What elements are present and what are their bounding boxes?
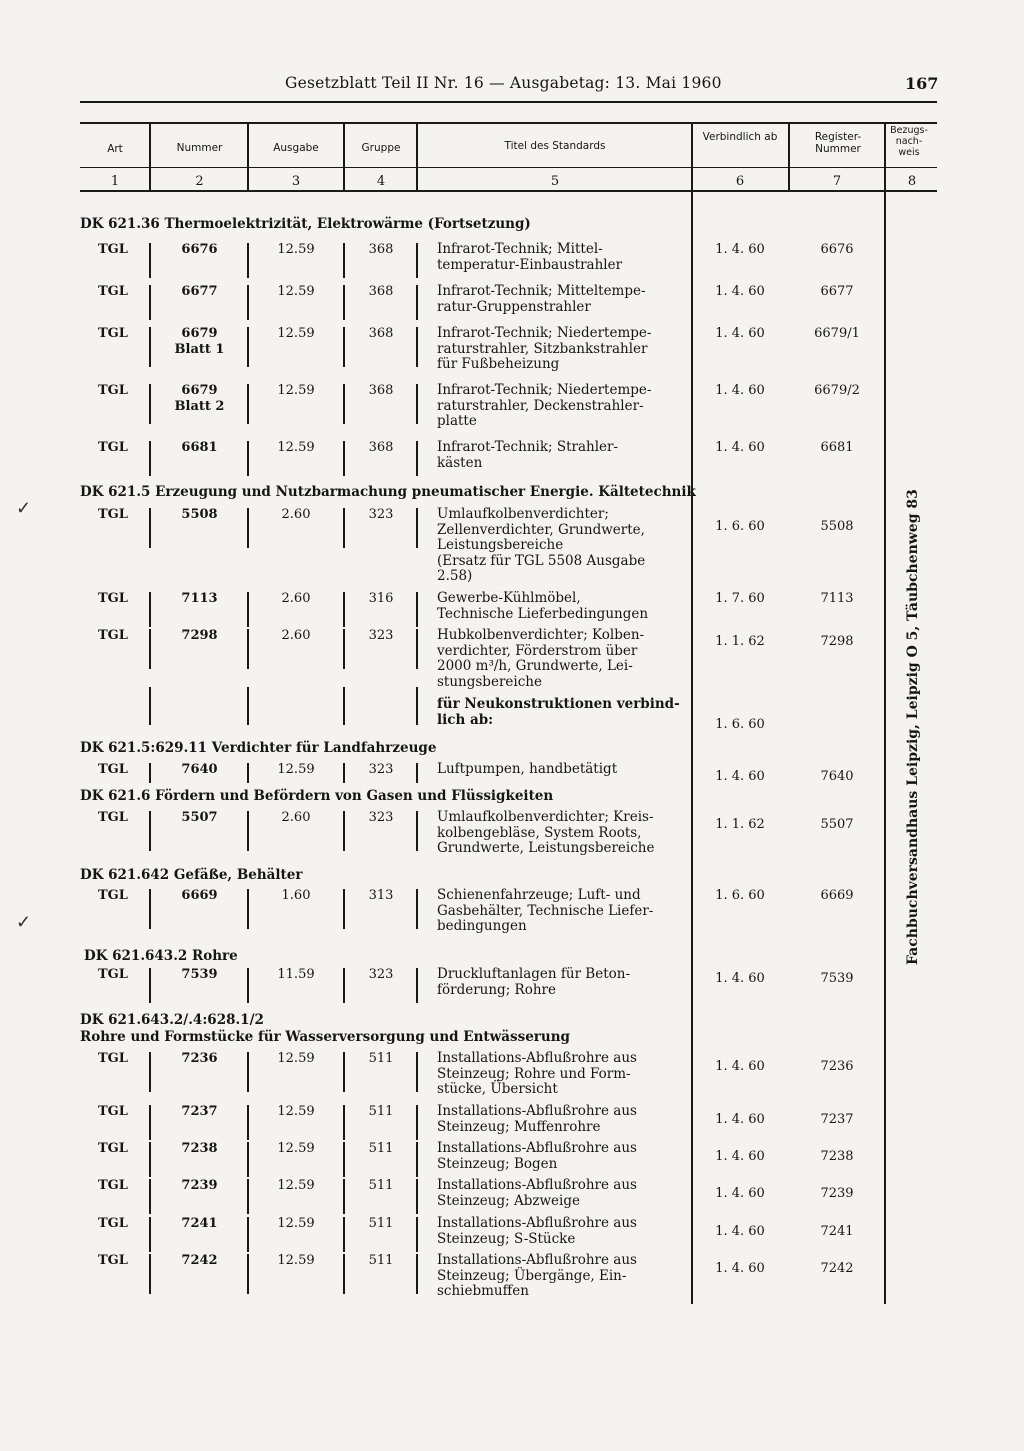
cell-divider <box>149 968 151 1003</box>
row-art: TGL <box>98 591 128 606</box>
cell-divider <box>343 1217 345 1252</box>
row-art: TGL <box>98 628 128 643</box>
title-line: 2000 m³/h, Grundwerte, Lei- <box>437 658 633 674</box>
row-titel <box>437 810 682 857</box>
section-heading: DK 621.643.2/.4:628.1/2 <box>80 1012 264 1028</box>
row-register: 6676 <box>820 242 854 257</box>
title-line: Luftpumpen, handbetätigt <box>437 761 618 777</box>
cell-divider <box>247 592 249 627</box>
cell-divider <box>149 1105 151 1140</box>
title-line: Steinzeug; Muffenrohre <box>437 1118 601 1135</box>
row-art: TGL <box>98 1051 128 1066</box>
cell-divider <box>149 508 151 548</box>
cell-divider <box>416 441 418 476</box>
cell-divider <box>247 968 249 1003</box>
title-line: Hubkolbenverdichter; Kolben- <box>437 627 645 643</box>
head-divider <box>416 124 418 192</box>
row-verbindlich: 1. 1. 62 <box>715 634 765 649</box>
title-line: Umlaufkolbenverdichter; Kreis- <box>437 809 654 825</box>
row-titel <box>437 1178 682 1209</box>
cell-divider <box>247 1142 249 1177</box>
row-register: 7237 <box>820 1112 854 1127</box>
row-verbindlich: 1. 4. 60 <box>715 242 765 257</box>
row-gruppe: 511 <box>368 1104 394 1119</box>
row-ausgabe: 12.59 <box>277 1253 315 1268</box>
row-ausgabe: 12.59 <box>277 326 315 341</box>
row-blatt: Blatt 2 <box>174 399 225 414</box>
cell-divider <box>416 1052 418 1092</box>
row-ausgabe: 12.59 <box>277 762 315 777</box>
cell-divider <box>416 384 418 424</box>
row-art: TGL <box>98 383 128 398</box>
row-gruppe: 511 <box>368 1216 394 1231</box>
title-line: kolbengebläse, System Roots, <box>437 824 642 841</box>
cell-divider <box>343 687 345 725</box>
cell-divider <box>343 968 345 1003</box>
cell-divider <box>416 1217 418 1252</box>
title-line: Zellenverdichter, Grundwerte, <box>437 521 645 538</box>
cell-divider <box>247 687 249 725</box>
title-line: Infrarot-Technik; Niedertempe- <box>437 325 652 341</box>
cell-divider <box>247 508 249 548</box>
cell-divider <box>416 592 418 627</box>
title-line: Steinzeug; Rohre und Form- <box>437 1065 631 1082</box>
cell-divider <box>149 1052 151 1092</box>
cell-divider <box>416 1254 418 1294</box>
row-verbindlich: 1. 1. 62 <box>715 817 765 832</box>
note-line: für Neukonstruktionen verbind- <box>437 696 680 712</box>
row-titel <box>437 1216 682 1247</box>
cell-divider <box>247 811 249 851</box>
cell-divider <box>149 1217 151 1252</box>
cell-divider <box>416 811 418 851</box>
row-nummer: 7242 <box>181 1253 218 1268</box>
head-divider <box>149 124 151 192</box>
row-verbindlich: 1. 4. 60 <box>715 1149 765 1164</box>
cell-divider <box>416 243 418 278</box>
row-nummer: 6679 <box>181 383 218 398</box>
title-line: Umlaufkolbenverdichter; <box>437 506 609 522</box>
margin-check-mark: ✓ <box>16 912 32 933</box>
cell-divider <box>247 285 249 320</box>
cell-divider <box>416 687 418 725</box>
row-verbindlich: 1. 4. 60 <box>715 1186 765 1201</box>
section-heading: DK 621.36 Thermoelektrizität, Elektrowärme (Fortsetzung) <box>80 216 531 232</box>
cell-divider <box>343 243 345 278</box>
row-titel <box>437 507 682 585</box>
column-divider-bezug <box>884 124 886 1304</box>
cell-divider <box>343 1179 345 1214</box>
row-art: TGL <box>98 1216 128 1231</box>
title-line: Gasbehälter, Technische Liefer- <box>437 902 654 919</box>
row-nummer: 6676 <box>181 242 218 257</box>
title-line: Installations-Abflußrohre aus <box>437 1215 637 1231</box>
row-register: 5508 <box>820 519 854 534</box>
title-line: Infrarot-Technik; Strahler- <box>437 439 619 455</box>
cell-divider <box>247 1052 249 1092</box>
cell-divider <box>149 1142 151 1177</box>
row-note <box>437 697 682 728</box>
cell-divider <box>247 243 249 278</box>
row-register: 6681 <box>820 440 854 455</box>
row-nummer: 5508 <box>181 507 218 522</box>
cell-divider <box>149 763 151 783</box>
row-verbindlich: 1. 4. 60 <box>715 1112 765 1127</box>
row-verbindlich: 1. 6. 60 <box>715 717 765 732</box>
cell-divider <box>343 763 345 783</box>
cell-divider <box>343 592 345 627</box>
title-line: Steinzeug; Abzweige <box>437 1192 580 1209</box>
title-line: ratur-Gruppenstrahler <box>437 298 591 315</box>
title-line: Steinzeug; Bogen <box>437 1155 558 1172</box>
title-line: Leistungsbereiche <box>437 537 564 553</box>
cell-divider <box>343 1254 345 1294</box>
title-line: Technische Lieferbedingungen <box>437 605 649 622</box>
row-gruppe: 511 <box>368 1178 394 1193</box>
cell-divider <box>247 1179 249 1214</box>
row-art: TGL <box>98 440 128 455</box>
row-art: TGL <box>98 1104 128 1119</box>
margin-check-mark: ✓ <box>16 498 32 519</box>
row-nummer: 7241 <box>181 1216 218 1231</box>
row-titel <box>437 326 682 373</box>
cell-divider <box>343 441 345 476</box>
row-art: TGL <box>98 762 128 777</box>
cell-divider <box>247 1217 249 1252</box>
row-verbindlich: 1. 6. 60 <box>715 888 765 903</box>
row-register: 6679/2 <box>814 383 860 398</box>
column-divider-verbindlich <box>691 124 693 1304</box>
title-line: Gewerbe-Kühlmöbel, <box>437 590 581 606</box>
title-line: raturstrahler, Deckenstrahler- <box>437 397 644 414</box>
title-line: Druckluftanlagen für Beton- <box>437 966 631 982</box>
col-number-1: 1 <box>110 174 120 189</box>
row-ausgabe: 2.60 <box>281 591 311 606</box>
row-verbindlich: 1. 4. 60 <box>715 1224 765 1239</box>
cell-divider <box>149 384 151 424</box>
row-nummer: 7640 <box>181 762 218 777</box>
row-register: 7236 <box>820 1059 854 1074</box>
row-nummer: 7239 <box>181 1178 218 1193</box>
row-nummer: 6679 <box>181 326 218 341</box>
cell-divider <box>149 889 151 929</box>
row-art: TGL <box>98 1141 128 1156</box>
publisher-imprint: Fachbuchversandhaus Leipzig, Leipzig O 5, Täubchenweg 83 <box>905 489 921 965</box>
row-ausgabe: 1.60 <box>281 888 311 903</box>
row-gruppe: 368 <box>368 284 394 299</box>
cell-divider <box>149 687 151 725</box>
title-line: schiebmuffen <box>437 1283 529 1299</box>
row-titel <box>437 628 682 690</box>
cell-divider <box>247 763 249 783</box>
row-register: 7239 <box>820 1186 854 1201</box>
cell-divider <box>416 889 418 929</box>
row-titel <box>437 1253 682 1300</box>
cell-divider <box>247 327 249 367</box>
title-line: stücke, Übersicht <box>437 1081 558 1097</box>
cell-divider <box>343 1142 345 1177</box>
title-line: platte <box>437 413 477 429</box>
row-nummer: 7113 <box>181 591 218 606</box>
row-art: TGL <box>98 888 128 903</box>
title-line: (Ersatz für TGL 5508 Ausgabe <box>437 552 646 569</box>
cell-divider <box>343 889 345 929</box>
cell-divider <box>343 384 345 424</box>
row-titel <box>437 591 682 622</box>
title-line: kästen <box>437 454 483 471</box>
row-gruppe: 368 <box>368 440 394 455</box>
row-titel <box>437 1051 682 1098</box>
col-number-8: 8 <box>907 174 917 189</box>
title-line: bedingungen <box>437 918 527 934</box>
cell-divider <box>149 592 151 627</box>
cell-divider <box>416 285 418 320</box>
cell-divider <box>343 629 345 669</box>
title-line: stungsbereiche <box>437 673 542 690</box>
cell-divider <box>343 285 345 320</box>
row-ausgabe: 12.59 <box>277 242 315 257</box>
cell-divider <box>149 243 151 278</box>
row-register: 7640 <box>820 769 854 784</box>
row-register: 7539 <box>820 971 854 986</box>
row-titel <box>437 762 682 778</box>
title-line: Infrarot-Technik; Niedertempe- <box>437 382 652 398</box>
running-head: Gesetzblatt Teil II Nr. 16 — Ausgabetag: 13. Mai 1960 <box>285 74 722 92</box>
row-register: 6669 <box>820 888 854 903</box>
cell-divider <box>149 285 151 320</box>
row-gruppe: 511 <box>368 1141 394 1156</box>
cell-divider <box>247 441 249 476</box>
cell-divider <box>149 1179 151 1214</box>
title-line: Installations-Abflußrohre aus <box>437 1103 637 1119</box>
title-line: Schienenfahrzeuge; Luft- und <box>437 887 641 903</box>
row-art: TGL <box>98 242 128 257</box>
row-nummer: 7237 <box>181 1104 218 1119</box>
row-ausgabe: 12.59 <box>277 284 315 299</box>
row-verbindlich: 1. 7. 60 <box>715 591 765 606</box>
row-art: TGL <box>98 507 128 522</box>
row-verbindlich: 1. 4. 60 <box>715 284 765 299</box>
row-nummer: 5507 <box>181 810 218 825</box>
header-rule <box>80 101 937 103</box>
col-number-3: 3 <box>291 174 301 189</box>
page-number: 167 <box>905 74 939 93</box>
row-titel <box>437 967 682 998</box>
row-nummer: 7298 <box>181 628 218 643</box>
head-divider <box>247 124 249 192</box>
row-nummer: 6681 <box>181 440 218 455</box>
head-divider <box>343 124 345 192</box>
col-number-4: 4 <box>376 174 386 189</box>
row-gruppe: 368 <box>368 326 394 341</box>
col-head-register: Register-Nummer <box>814 131 862 155</box>
row-ausgabe: 2.60 <box>281 628 311 643</box>
row-nummer: 6669 <box>181 888 218 903</box>
cell-divider <box>149 629 151 669</box>
row-verbindlich: 1. 4. 60 <box>715 769 765 784</box>
title-line: verdichter, Förderstrom über <box>437 642 638 659</box>
section-heading: DK 621.5 Erzeugung und Nutzbarmachung pneumatischer Energie. Kältetechnik <box>80 484 696 500</box>
title-line: Infrarot-Technik; Mittel- <box>437 241 603 257</box>
row-titel <box>437 440 682 471</box>
row-verbindlich: 1. 4. 60 <box>715 440 765 455</box>
cell-divider <box>416 1179 418 1214</box>
row-ausgabe: 11.59 <box>277 967 315 982</box>
row-titel <box>437 242 682 273</box>
title-line: Infrarot-Technik; Mitteltempe- <box>437 283 646 299</box>
row-verbindlich: 1. 6. 60 <box>715 519 765 534</box>
cell-divider <box>416 763 418 783</box>
cell-divider <box>416 1105 418 1140</box>
cell-divider <box>149 441 151 476</box>
row-art: TGL <box>98 967 128 982</box>
cell-divider <box>416 629 418 669</box>
row-verbindlich: 1. 4. 60 <box>715 971 765 986</box>
col-number-6: 6 <box>735 174 745 189</box>
title-line: Steinzeug; S-Stücke <box>437 1230 576 1247</box>
row-ausgabe: 2.60 <box>281 810 311 825</box>
row-ausgabe: 2.60 <box>281 507 311 522</box>
head-bottom-rule <box>80 167 937 168</box>
row-register: 7298 <box>820 634 854 649</box>
row-register: 6679/1 <box>814 326 860 341</box>
row-ausgabe: 12.59 <box>277 1216 315 1231</box>
col-head-gruppe: Gruppe <box>361 142 401 154</box>
row-gruppe: 511 <box>368 1253 394 1268</box>
col-head-nummer: Nummer <box>176 142 223 154</box>
cell-divider <box>247 384 249 424</box>
row-nummer: 7539 <box>181 967 218 982</box>
cell-divider <box>247 1105 249 1140</box>
row-titel <box>437 284 682 315</box>
title-line: Installations-Abflußrohre aus <box>437 1252 637 1268</box>
column-divider-register <box>788 124 790 192</box>
row-verbindlich: 1. 4. 60 <box>715 383 765 398</box>
row-register: 5507 <box>820 817 854 832</box>
title-line: für Fußbeheizung <box>437 356 560 372</box>
row-titel <box>437 1141 682 1172</box>
title-line: 2.58) <box>437 568 473 584</box>
row-nummer: 7236 <box>181 1051 218 1066</box>
section-heading: DK 621.5:629.11 Verdichter für Landfahrzeuge <box>80 740 437 756</box>
col-head-verbindlich: Verbindlich ab <box>702 131 778 143</box>
col-head-art: Art <box>107 143 123 155</box>
row-art: TGL <box>98 326 128 341</box>
title-line: förderung; Rohre <box>437 981 556 998</box>
row-ausgabe: 12.59 <box>277 383 315 398</box>
col-head-bezug: Bezugs-nach-weis <box>890 125 928 158</box>
cell-divider <box>416 968 418 1003</box>
cell-divider <box>343 1105 345 1140</box>
cell-divider <box>416 508 418 548</box>
row-ausgabe: 12.59 <box>277 1104 315 1119</box>
row-gruppe: 511 <box>368 1051 394 1066</box>
col-number-2: 2 <box>195 174 204 189</box>
cell-divider <box>343 811 345 851</box>
row-blatt: Blatt 1 <box>174 342 225 357</box>
col-head-titel: Titel des Standards <box>504 140 606 152</box>
section-heading: DK 621.642 Gefäße, Behälter <box>80 867 303 883</box>
section-heading: Rohre und Formstücke für Wasserversorgung und Entwässerung <box>80 1029 570 1045</box>
row-gruppe: 368 <box>368 383 394 398</box>
row-register: 6677 <box>820 284 854 299</box>
row-ausgabe: 12.59 <box>277 1178 315 1193</box>
cell-divider <box>247 629 249 669</box>
row-gruppe: 316 <box>368 591 394 606</box>
cell-divider <box>343 327 345 367</box>
cell-divider <box>247 1254 249 1294</box>
row-register: 7241 <box>820 1224 854 1239</box>
row-gruppe: 323 <box>368 628 394 643</box>
cell-divider <box>416 1142 418 1177</box>
title-line: raturstrahler, Sitzbankstrahler <box>437 340 648 357</box>
row-ausgabe: 12.59 <box>277 440 315 455</box>
title-line: Installations-Abflußrohre aus <box>437 1050 637 1066</box>
row-verbindlich: 1. 4. 60 <box>715 1261 765 1276</box>
cell-divider <box>149 327 151 367</box>
cell-divider <box>149 811 151 851</box>
cell-divider <box>343 508 345 548</box>
title-line: Installations-Abflußrohre aus <box>437 1177 637 1193</box>
row-verbindlich: 1. 4. 60 <box>715 1059 765 1074</box>
row-art: TGL <box>98 1253 128 1268</box>
row-gruppe: 323 <box>368 507 394 522</box>
row-art: TGL <box>98 1178 128 1193</box>
row-register: 7113 <box>820 591 854 606</box>
row-gruppe: 323 <box>368 810 394 825</box>
row-verbindlich: 1. 4. 60 <box>715 326 765 341</box>
row-titel <box>437 888 682 935</box>
row-art: TGL <box>98 284 128 299</box>
col-number-5: 5 <box>550 174 560 189</box>
title-line: Installations-Abflußrohre aus <box>437 1140 637 1156</box>
row-register: 7238 <box>820 1149 854 1164</box>
table-top-rule <box>80 122 937 124</box>
row-gruppe: 368 <box>368 242 394 257</box>
row-art: TGL <box>98 810 128 825</box>
row-gruppe: 323 <box>368 967 394 982</box>
cell-divider <box>343 1052 345 1092</box>
title-line: temperatur-Einbaustrahler <box>437 256 623 273</box>
row-nummer: 6677 <box>181 284 218 299</box>
row-ausgabe: 12.59 <box>277 1141 315 1156</box>
cell-divider <box>247 889 249 929</box>
row-ausgabe: 12.59 <box>277 1051 315 1066</box>
title-line: Steinzeug; Übergänge, Ein- <box>437 1267 627 1284</box>
col-number-7: 7 <box>832 174 842 189</box>
note-line: lich ab: <box>437 711 494 728</box>
section-heading: DK 621.643.2 Rohre <box>84 948 238 964</box>
section-heading: DK 621.6 Fördern und Befördern von Gasen und Flüssigkeiten <box>80 788 554 804</box>
title-line: Grundwerte, Leistungsbereiche <box>437 840 655 856</box>
cell-divider <box>416 327 418 367</box>
number-row-rule <box>80 190 937 192</box>
row-gruppe: 323 <box>368 762 394 777</box>
cell-divider <box>149 1254 151 1294</box>
row-titel <box>437 383 682 430</box>
row-register: 7242 <box>820 1261 854 1276</box>
col-head-ausgabe: Ausgabe <box>273 142 319 154</box>
row-gruppe: 313 <box>368 888 394 903</box>
row-nummer: 7238 <box>181 1141 218 1156</box>
row-titel <box>437 1104 682 1135</box>
